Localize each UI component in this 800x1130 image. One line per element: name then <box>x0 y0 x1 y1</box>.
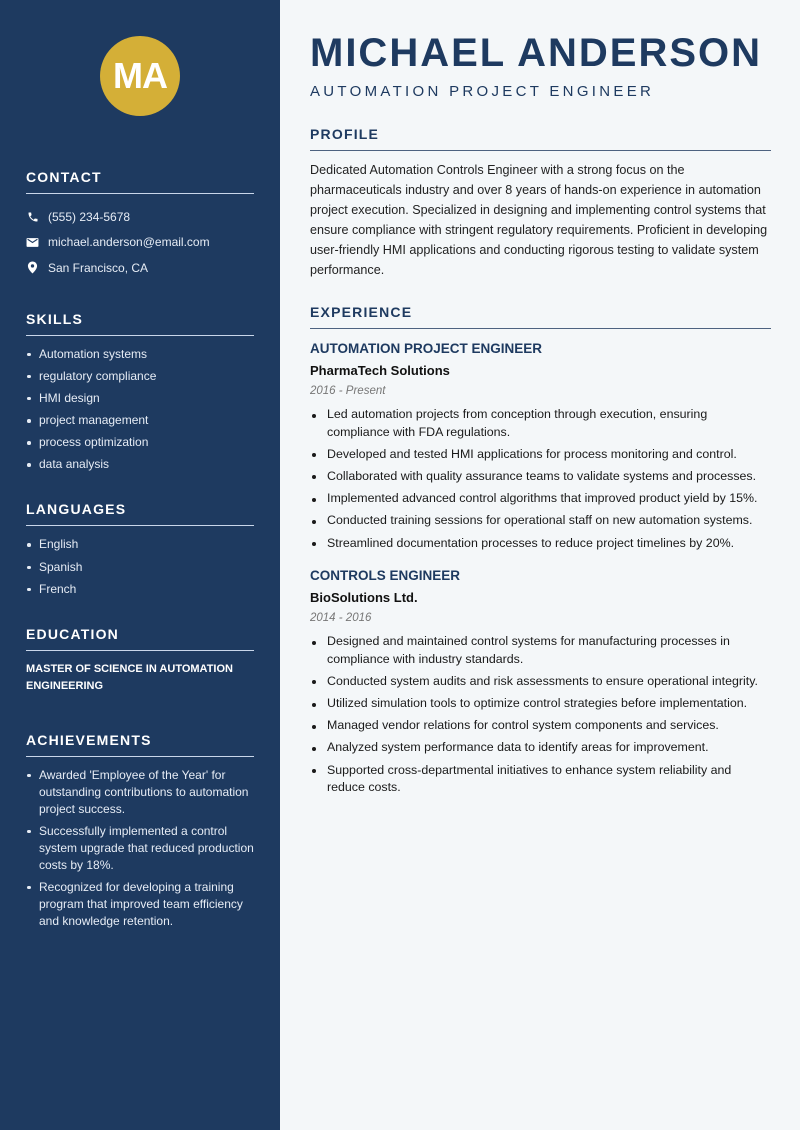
job-entry <box>310 339 771 552</box>
location-pin-icon <box>26 261 39 274</box>
job-company: BioSolutions Ltd. <box>310 590 418 606</box>
job-title: CONTROLS ENGINEER <box>310 568 461 584</box>
profile-heading: PROFILE <box>310 126 771 151</box>
job-dates: 2014 - 2016 <box>310 612 372 625</box>
job-entry <box>310 566 771 797</box>
skill-item: regulatory compliance <box>26 368 254 385</box>
achievement-item: Recognized for developing a training program that improved team efficiency and knowledge retention. <box>26 879 254 930</box>
profile-text: Dedicated Automation Controls Engineer with a strong focus on the pharmaceuticals industry and over 8 years of hands-on experience in automation project execution. Specialized in designing and implementing control systems that ensure compliance with stringent regulatory requirements. Proficient in developing user-friendly HMI applications and conducting rigorous testing to validate system performance. <box>310 163 768 277</box>
job-bullet: Developed and tested HMI applications for process monitoring and control. <box>310 446 771 464</box>
avatar-container <box>26 36 254 116</box>
job-dates: 2016 - Present <box>310 385 386 397</box>
education-heading: EDUCATION <box>26 626 254 651</box>
job-bullet: Supported cross-departmental initiatives to enhance system reliability and reduce costs. <box>310 762 771 797</box>
education-section <box>26 626 254 695</box>
job-bullets <box>310 633 771 797</box>
sidebar <box>0 0 280 1130</box>
experience-heading: EXPERIENCE <box>310 304 771 329</box>
language-item: English <box>26 536 254 553</box>
skills-section <box>26 311 254 474</box>
job-bullet: Conducted system audits and risk assessments to ensure operational integrity. <box>310 673 771 691</box>
languages-list <box>26 536 254 597</box>
contact-phone <box>26 204 254 230</box>
languages-section <box>26 501 254 597</box>
achievement-item: Successfully implemented a control system upgrade that reduced production costs by 18%. <box>26 823 254 874</box>
phone-icon <box>26 210 39 223</box>
contact-location <box>26 255 254 281</box>
skill-item: project management <box>26 412 254 429</box>
job-bullet: Designed and maintained control systems for manufacturing processes in compliance with industry standards. <box>310 633 771 668</box>
main-content <box>280 0 800 1130</box>
profile-section <box>310 126 771 280</box>
phone-text[interactable]: (555) 234-5678 <box>48 209 131 224</box>
skill-item: Automation systems <box>26 346 254 363</box>
candidate-name: MICHAEL ANDERSON <box>310 31 763 75</box>
avatar: MA <box>100 36 180 116</box>
job-bullet: Conducted training sessions for operational staff on new automation systems. <box>310 512 771 530</box>
contact-heading: CONTACT <box>26 169 254 194</box>
skills-heading: SKILLS <box>26 311 254 336</box>
job-bullet: Managed vendor relations for control system components and services. <box>310 717 771 735</box>
skill-item: data analysis <box>26 456 254 473</box>
achievements-section <box>26 732 254 930</box>
achievement-item: Awarded 'Employee of the Year' for outstanding contributions to automation project success. <box>26 767 254 818</box>
achievements-list <box>26 767 254 930</box>
language-item: French <box>26 581 254 598</box>
achievements-heading: ACHIEVEMENTS <box>26 732 254 757</box>
email-icon <box>26 236 39 249</box>
languages-heading: LANGUAGES <box>26 501 254 526</box>
job-bullet: Streamlined documentation processes to reduce project timelines by 20%. <box>310 535 771 553</box>
candidate-title: AUTOMATION PROJECT ENGINEER <box>310 83 655 100</box>
skill-item: process optimization <box>26 434 254 451</box>
email-text[interactable]: michael.anderson@email.com <box>48 235 210 250</box>
education-degree: MASTER OF SCIENCE IN AUTOMATION ENGINEERING <box>26 662 233 692</box>
experience-section <box>310 304 771 797</box>
job-bullet: Collaborated with quality assurance teams to validate systems and processes. <box>310 468 771 486</box>
contact-section <box>26 169 254 281</box>
job-bullet: Analyzed system performance data to identify areas for improvement. <box>310 739 771 757</box>
job-bullet: Implemented advanced control algorithms that improved product yield by 15%. <box>310 490 771 508</box>
job-bullet: Utilized simulation tools to optimize control strategies before implementation. <box>310 695 771 713</box>
resume-header <box>310 30 771 100</box>
contact-email <box>26 230 254 256</box>
skill-item: HMI design <box>26 390 254 407</box>
job-bullets <box>310 406 771 552</box>
job-title: AUTOMATION PROJECT ENGINEER <box>310 341 543 356</box>
skills-list <box>26 346 254 474</box>
job-company: PharmaTech Solutions <box>310 363 450 378</box>
location-text: San Francisco, CA <box>48 260 149 275</box>
job-bullet: Led automation projects from conception through execution, ensuring compliance with FDA regulations. <box>310 406 771 441</box>
language-item: Spanish <box>26 559 254 576</box>
